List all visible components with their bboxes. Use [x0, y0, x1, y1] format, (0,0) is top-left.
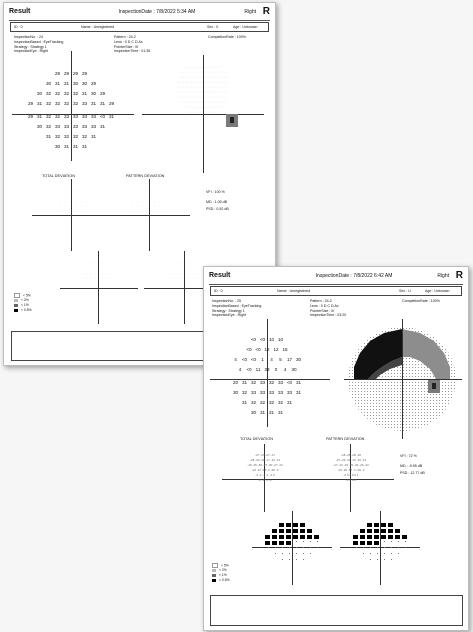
threshold-value: 31: [72, 144, 79, 149]
info-line: InspectionNo. : 24: [14, 35, 43, 39]
info-line: Pattern : 24-2: [114, 35, 136, 39]
threshold-value: 30: [45, 81, 52, 86]
threshold-value: 31: [108, 114, 115, 119]
threshold-value: 4: [270, 357, 273, 362]
legend-05: < 0.5%: [21, 308, 32, 313]
eye-letter: R: [455, 270, 463, 281]
info-line: Strategy : Strategy 1: [14, 44, 47, 49]
patient-name: Name : Unregistered: [81, 24, 115, 29]
probability-cell: [275, 547, 276, 548]
threshold-value: <0: [241, 357, 248, 362]
probability-cell: [279, 535, 284, 539]
probability-cell: [384, 553, 385, 554]
info-line: PointerSize : III: [310, 308, 335, 313]
threshold-value: 33: [277, 380, 284, 385]
info-left: [14, 35, 63, 54]
threshold-value: <0: [246, 367, 252, 372]
threshold-value: 33: [259, 380, 266, 385]
probability-legend: [212, 563, 230, 583]
threshold-value: 31: [241, 400, 248, 405]
info-line: Lens : 0 D C D Ax: [310, 303, 339, 308]
probability-cell: [265, 541, 270, 545]
probability-cell: [268, 547, 269, 548]
pd-values: · · · · · · · · · · · · · · · · · · · · · · · · · · · · · · · · · ·: [131, 189, 167, 218]
threshold-value: 31: [99, 101, 106, 106]
report-2: [203, 266, 469, 631]
threshold-value: 30: [81, 81, 88, 86]
threshold-value: 33: [259, 390, 266, 395]
threshold-value: 30: [232, 390, 239, 395]
threshold-value: 32: [268, 400, 275, 405]
eye-label: Right: [437, 273, 449, 279]
threshold-value: 32: [45, 114, 52, 119]
greyscale-svg: [204, 267, 468, 630]
threshold-value: <0: [259, 337, 266, 342]
probability-cell: [391, 547, 392, 548]
probability-cell: [367, 523, 372, 527]
threshold-value: 20: [232, 380, 239, 385]
info-line: InspectionNo. : 25: [212, 299, 241, 303]
threshold-value: 31: [45, 134, 52, 139]
info-line: InspectionEye : Right: [14, 49, 48, 54]
total-deviation-label: TOTAL DEVIATION: [240, 437, 273, 441]
patient-id: ID : 0: [14, 24, 23, 29]
probability-cell: [296, 553, 297, 554]
threshold-value: 31: [81, 91, 88, 96]
threshold-value: 33: [81, 114, 88, 119]
probability-cell: [405, 541, 406, 542]
probability-cell: [353, 535, 358, 539]
comment-box[interactable]: [210, 595, 463, 626]
probability-cell: [282, 547, 283, 548]
threshold-value: 32: [54, 134, 61, 139]
blind-spot-core: [230, 117, 234, 123]
probability-cell: [398, 541, 399, 542]
prob-td-axis-h: [252, 547, 332, 548]
pd-values: -28 -28 -28 -18 -27 -29 -29 -16 -15 -13 -17 -24 -29 -26 -29 -26 -23 -15 -26 -17 -1 -29 -2 -2 0 0 0 0 1 -1 0 0 0: [333, 453, 369, 482]
probability-cell: [398, 547, 399, 548]
global-indices: [206, 189, 229, 213]
probability-cell: [388, 529, 393, 533]
probability-cell: [317, 547, 318, 548]
threshold-value: 32: [250, 380, 257, 385]
probability-cell: [356, 547, 357, 548]
probability-cell: [384, 559, 385, 560]
probability-cell: [303, 547, 304, 548]
threshold-value: 1: [261, 357, 264, 362]
info-line: InspectionBased : EyeTracking: [212, 303, 262, 308]
probability-cell: [275, 553, 276, 554]
probability-cell: [286, 535, 291, 539]
threshold-value: 29: [72, 71, 79, 76]
patient-name: Name : Unregistered: [277, 288, 311, 293]
inspection-date: InspectionDate : 7/8/2022 5:34 AM: [118, 9, 196, 15]
probability-cell: [300, 535, 305, 539]
threshold-value: <0: [250, 357, 257, 362]
probability-cell: [360, 535, 365, 539]
threshold-value: <0: [255, 347, 261, 352]
probability-cell: [353, 541, 358, 545]
probability-cell: [370, 547, 371, 548]
threshold-value: 30: [250, 410, 257, 415]
vfi-value: VFI : 72 %: [400, 454, 417, 458]
probability-cell: [296, 559, 297, 560]
threshold-value: 32: [45, 91, 52, 96]
probability-cell: [300, 529, 305, 533]
report-title: Result: [9, 8, 31, 15]
threshold-value: 33: [90, 124, 97, 129]
patient-id: ID : 0: [214, 288, 223, 293]
patient-age: Age : Unknown: [233, 24, 258, 29]
probability-cell: [300, 523, 305, 527]
threshold-value: 32: [72, 101, 79, 106]
threshold-value: 32: [81, 134, 88, 139]
vfi-value: VFI : 100 %: [206, 190, 225, 194]
td-values: -27 -27 -27 -17 -28 -30 -30 -17 -16 -14 -18 -25 -30 -27 -30 -27 -24 -16 -27 -18 -2 -30 -3 -3 -1 -1 -1 -1 0 -2 -1 -1 -1: [247, 453, 283, 482]
probability-cell: [279, 529, 284, 533]
patient-sex: Sex : U: [399, 288, 411, 293]
threshold-value: 31: [63, 81, 70, 86]
probability-cell: [310, 553, 311, 554]
probability-cell: [272, 541, 277, 545]
legend-5: < 5%: [221, 563, 229, 568]
threshold-value: 31: [295, 390, 302, 395]
threshold-value: 32: [54, 114, 61, 119]
threshold-value: 12: [264, 347, 270, 352]
threshold-value: 31: [63, 144, 70, 149]
threshold-value: 33: [54, 124, 61, 129]
eye-letter: R: [262, 6, 270, 17]
probability-cell: [377, 553, 378, 554]
probability-cell: [317, 541, 318, 542]
probability-cell: [286, 541, 291, 545]
threshold-value: 32: [63, 101, 70, 106]
threshold-value: 33: [90, 114, 97, 119]
probability-cell: [279, 523, 284, 527]
report-title: Result: [209, 272, 231, 279]
psd-value: PSD : 0.52 dB: [206, 207, 229, 211]
probability-cell: [303, 553, 304, 554]
probability-cell: [374, 541, 379, 545]
probability-cell: [282, 559, 283, 560]
probability-cell: [296, 547, 297, 548]
threshold-value: 31: [90, 134, 97, 139]
pattern-deviation-label: PATTERN DEVIATION: [326, 437, 365, 441]
threshold-value: 31: [99, 124, 106, 129]
probability-cell: [360, 541, 365, 545]
patient-sex: Sex : 0: [207, 24, 219, 29]
probability-cell: [384, 541, 385, 542]
probability-cell: [265, 535, 270, 539]
probability-cell: [391, 559, 392, 560]
probability-cell: [381, 529, 386, 533]
probability-cell: [293, 529, 298, 533]
threshold-value: 4: [234, 357, 237, 362]
threshold-value: 33: [81, 101, 88, 106]
threshold-value: 32: [259, 400, 266, 405]
threshold-value: 29: [27, 114, 34, 119]
threshold-value: 33: [277, 390, 284, 395]
eye-label: Right: [244, 9, 256, 15]
probability-cell: [272, 535, 277, 539]
threshold-value: 29: [63, 71, 70, 76]
threshold-value: 11: [255, 367, 261, 372]
probability-cell: [374, 523, 379, 527]
completion-rate: CompletionRate : 100%: [402, 299, 440, 303]
threshold-value: 17: [286, 357, 293, 362]
probability-cell: [282, 553, 283, 554]
info-line: InspectionBased : EyeTracking: [14, 39, 64, 44]
md-value: MD : 1.05 dB: [206, 200, 227, 204]
threshold-value: 33: [286, 390, 293, 395]
threshold-value: 15: [282, 347, 288, 352]
probability-cell: [391, 553, 392, 554]
probability-cell: [314, 535, 319, 539]
legend-5: < 5%: [23, 293, 31, 298]
threshold-value: 32: [277, 400, 284, 405]
probability-cell: [377, 559, 378, 560]
probability-cell: [363, 553, 364, 554]
info-line: Lens : 0 D C D Ax: [114, 39, 143, 44]
probability-cell: [303, 541, 304, 542]
threshold-value: 31: [286, 400, 293, 405]
threshold-value: <0: [246, 347, 252, 352]
probability-cell: [289, 547, 290, 548]
probability-cell: [289, 559, 290, 560]
threshold-value: 32: [45, 101, 52, 106]
probability-cell: [388, 535, 393, 539]
threshold-value: 30: [54, 144, 61, 149]
probability-cell: [286, 529, 291, 533]
threshold-value: 29: [90, 81, 97, 86]
probability-cell: [289, 553, 290, 554]
threshold-value: <0: [99, 114, 106, 119]
report-header: [9, 6, 270, 18]
probability-cell: [367, 529, 372, 533]
threshold-value: 31: [277, 410, 284, 415]
threshold-value: 33: [268, 390, 275, 395]
threshold-value: 32: [268, 380, 275, 385]
probability-cell: [398, 553, 399, 554]
threshold-value: 33: [63, 114, 70, 119]
threshold-value: 32: [54, 101, 61, 106]
probability-cell: [303, 559, 304, 560]
threshold-value: 33: [63, 124, 70, 129]
threshold-value: 29: [108, 101, 115, 106]
threshold-value: 4: [238, 367, 242, 372]
probability-legend: [14, 293, 32, 313]
threshold-value: 29: [54, 71, 61, 76]
patient-age: Age : Unknown: [425, 288, 450, 293]
threshold-value: 5: [279, 357, 282, 362]
probability-cell: [367, 541, 372, 545]
threshold-value: 31: [295, 380, 302, 385]
probability-cell: [367, 535, 372, 539]
threshold-value: <0: [286, 380, 293, 385]
threshold-value: 4: [283, 367, 287, 372]
header-rule: [9, 20, 270, 21]
inspection-date: InspectionDate : 7/8/2022 6:42 AM: [315, 273, 393, 279]
threshold-value: 32: [63, 134, 70, 139]
prob-pd-axis-h: [340, 547, 420, 548]
threshold-value: 31: [90, 101, 97, 106]
greyscale-axis-h: [344, 379, 462, 380]
legend-2: < 2%: [219, 568, 227, 573]
threshold-value: 32: [63, 91, 70, 96]
greyscale-dots: ·:·:·:·:·:·:·:·:·:· ·:·:·:·:·:·:·:·:·:·:·:·:· ·:·:·:·:·:·:·:·:·:·:·:·:·:· ·:·:·:·:·:·:·:·:·:·:·:·:·:· ·:·:·:·:·:·:·:·:·:·:·:·:·:· ·:·:·:·:·:·:·:·:·:·:·:·:·:· ·:·:·:·:·:·:·:·:·:·:·:·:·:· ·:·:·:·:·:·:·:·:·:·:·:·:· ·:·:·:·:·:·:·:·:·:·:· ·:·:·:·:·:·:·:·: [177, 65, 229, 114]
psd-value: PSD : 12.77 dB: [400, 471, 425, 475]
threshold-value: 33: [72, 124, 79, 129]
probability-cell: [293, 523, 298, 527]
threshold-value: 30: [295, 357, 302, 362]
legend-2: < 2%: [21, 298, 29, 303]
threshold-value: 33: [264, 367, 270, 372]
threshold-value: 10: [277, 337, 284, 342]
probability-cell: [395, 535, 400, 539]
probability-cell: [384, 547, 385, 548]
probability-cell: [374, 529, 379, 533]
probability-cell: [377, 547, 378, 548]
threshold-value: 31: [81, 144, 88, 149]
threshold-value: 31: [54, 81, 61, 86]
threshold-value: 31: [268, 410, 275, 415]
info-line: InspectionEye : Right: [212, 313, 246, 318]
probability-cell: [402, 535, 407, 539]
threshold-value: <0: [250, 337, 257, 342]
legend-1: < 1%: [219, 573, 227, 578]
total-deviation-label: TOTAL DEVIATION: [42, 174, 75, 178]
completion-rate: CompletionRate : 100%: [208, 35, 246, 39]
pattern-deviation-label: PATTERN DEVIATION: [126, 174, 165, 178]
threshold-value: 29: [27, 101, 34, 106]
threshold-value: 33: [81, 124, 88, 129]
threshold-value: 29: [99, 91, 106, 96]
threshold-value: 30: [36, 91, 43, 96]
threshold-value: 30: [36, 124, 43, 129]
info-line: InspectionTime : 01:35: [114, 49, 151, 54]
threshold-value: 29: [81, 71, 88, 76]
probability-cell: [370, 553, 371, 554]
probability-cell: [388, 523, 393, 527]
legend-1: < 1%: [21, 303, 29, 308]
probability-cell: [307, 529, 312, 533]
probability-cell: [381, 523, 386, 527]
threshold-value: 31: [259, 410, 266, 415]
threshold-value: 31: [36, 101, 43, 106]
probability-cell: [293, 535, 298, 539]
threshold-value: 33: [250, 390, 257, 395]
global-indices: [400, 453, 425, 477]
td-values: · · · · · · · · · · · · · · · · · · · · · · · · · · · · · · · · · ·: [53, 189, 89, 218]
threshold-value: 32: [250, 400, 257, 405]
probability-cell: [279, 541, 284, 545]
probability-cell: [381, 535, 386, 539]
probability-cell: [374, 535, 379, 539]
probability-cell: [391, 541, 392, 542]
probability-cell: [286, 523, 291, 527]
threshold-value: 31: [241, 380, 248, 385]
probability-cell: [307, 535, 312, 539]
threshold-value: 0: [274, 367, 278, 372]
probability-cell: [310, 547, 311, 548]
info-line: PointerSize : III: [114, 44, 139, 49]
probability-cell: [395, 529, 400, 533]
info-line: InspectionTime : 03:20: [310, 313, 347, 318]
threshold-value: 32: [72, 91, 79, 96]
threshold-value: 10: [268, 337, 275, 342]
prob-pd-dots: · · · · · · · · · · · · · · · · · · · · · · · · · · · · · · · · · · · ·: [169, 261, 199, 290]
threshold-value: 30: [90, 91, 97, 96]
probability-cell: [370, 559, 371, 560]
threshold-value: 12: [273, 347, 279, 352]
legend-05: < 0.5%: [219, 578, 230, 583]
probability-cell: [296, 541, 297, 542]
probability-cell: [310, 541, 311, 542]
md-value: MD : -9.95 dB: [400, 464, 423, 468]
threshold-value: 33: [72, 114, 79, 119]
probability-cell: [272, 529, 277, 533]
info-line: Pattern : 24-2: [310, 299, 332, 303]
probability-cell: [405, 547, 406, 548]
threshold-value: 32: [241, 390, 248, 395]
threshold-value: 31: [36, 114, 43, 119]
probability-cell: [360, 529, 365, 533]
patient-id-bar: [10, 22, 269, 32]
threshold-value: 32: [72, 134, 79, 139]
threshold-value: 32: [45, 124, 52, 129]
prob-td-dots: · · · · · · · · · · · · · · · · · · · · · · · · · · · · · · · · · · · ·: [83, 261, 113, 290]
info-line: Strategy : Strategy 1: [212, 308, 245, 313]
info-middle: [114, 35, 150, 54]
threshold-value: 32: [54, 91, 61, 96]
threshold-value: 30: [291, 367, 297, 372]
probability-cell: [363, 547, 364, 548]
threshold-value: 30: [72, 81, 79, 86]
